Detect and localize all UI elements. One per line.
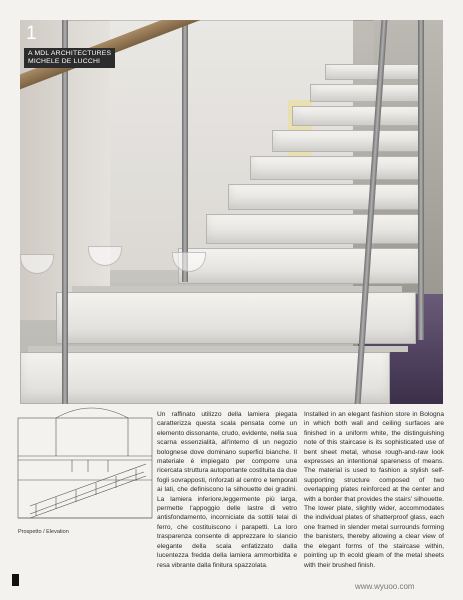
drawing-caption: Prospetto / Elevation [18,529,69,535]
architect-tag [24,48,115,68]
page-marker [12,574,19,586]
elevation-drawing [16,406,156,528]
staircase-photo [20,20,443,404]
body-text-english: Installed in an elegant fashion store in Bologna in which both wall and ceiling surfaces are finished in a uniform white, the distinguishing note of this staircase is its sophisticated use of bent sheet metal, whose rough-and-raw look expresses an intentional spareness of means. The material is used to fashion a stylish self-supporting structure composed of two overlapping plates reinforced at the center and with a border that provides the stairs' silhouette. The lower plate, slightly wider, accommodates the individual plates of shatterproof glass, each one framed in slender metal surrounds forming the banisters, thereby allowing a clear view of the elegant forms of the staircase within, pointing up th ecold gleam of the metal sheets with their brushed finish. [304,411,444,569]
body-text-italian: Un raffinato utilizzo della lamiera piegata caratterizza questa scala pensata come un elemento dissonante, crudo, evidente, nella sua scarna essenzialità, all'interno di un negozio bolognese dove dominano superfici bianche. Il materiale è impiegato per comporre una ricercata struttura autoportante costituita da due fogli sovrapposti, rinforzati al centro e temporati ai lati, che definiscono la silhouette dei gradini. La lamiera inferiore,leggermente più larga, permette l'appoggio delle lastre di vetro antisfondamento, incorniciate da sottili telai di ferro, che costituiscono i parapetti. La loro trasparenza consente di apprezzare lo slancio elegante della scala enfatizzato dalla lucentezza fredda della lamiera ammorbidita e resa vibrante dalla finitura spazzolata. [157,411,298,569]
architect-tag-line2: MICHELE DE LUCCHI [28,58,101,66]
project-number: 1 [26,23,37,44]
architect-tag-line1: A MDL ARCHITECTURES [28,50,112,57]
watermark: www.wyuoo.com [355,582,415,591]
